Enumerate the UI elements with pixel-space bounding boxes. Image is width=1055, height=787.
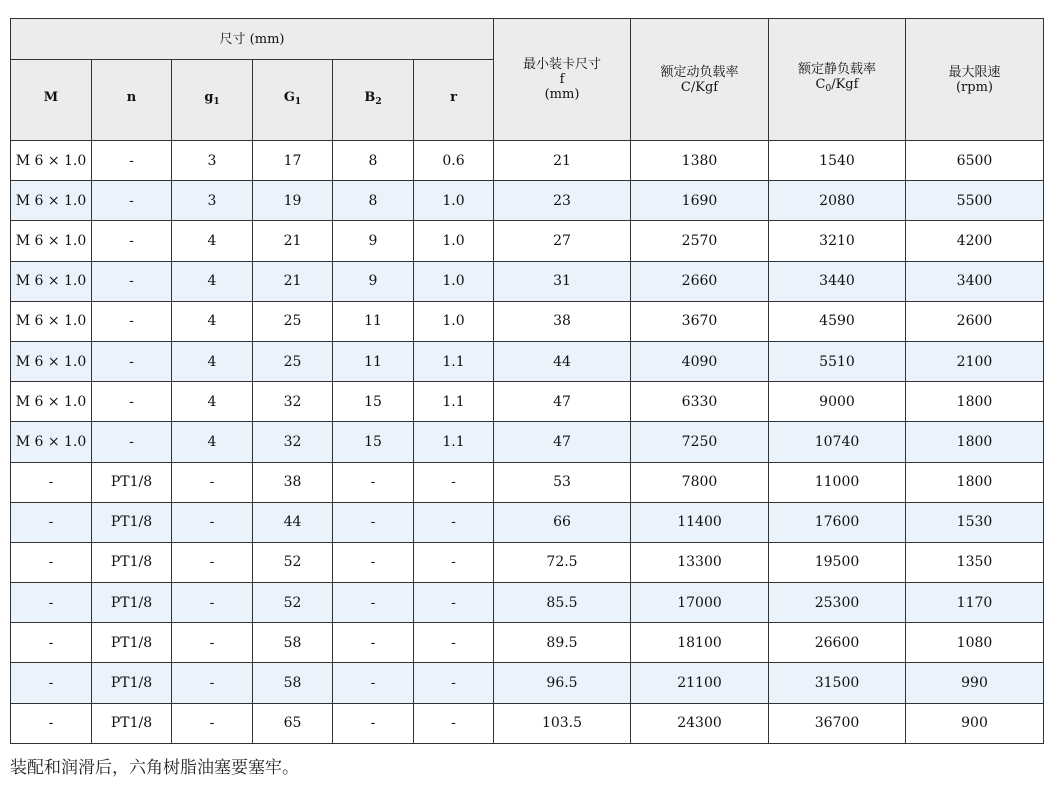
table-row <box>11 502 1044 542</box>
table-cell: 21 <box>494 141 631 181</box>
table-cell: 1.0 <box>414 261 494 301</box>
table-cell: 5510 <box>769 341 906 381</box>
table-cell: 2600 <box>906 301 1044 341</box>
table-cell: 72.5 <box>494 542 631 582</box>
table-cell: 4 <box>172 422 253 462</box>
table-cell: - <box>172 542 253 582</box>
col-B2-header: $B_2$ <box>333 60 414 141</box>
table-cell: 11400 <box>631 502 769 542</box>
table-cell: 89.5 <box>494 623 631 663</box>
table-cell: - <box>172 663 253 703</box>
table-cell: - <box>333 583 414 623</box>
table-cell: - <box>172 502 253 542</box>
table-cell: 58 <box>253 623 333 663</box>
table-cell: 4 <box>172 341 253 381</box>
table-row <box>11 341 1044 381</box>
table-cell: 15 <box>333 422 414 462</box>
table-row <box>11 221 1044 261</box>
table-cell: 11 <box>333 341 414 381</box>
table-cell: 8 <box>333 141 414 181</box>
table-cell: 2100 <box>906 341 1044 381</box>
table-cell: - <box>172 462 253 502</box>
table-cell: 6330 <box>631 382 769 422</box>
max-speed-header: 最大限速 (rpm) <box>906 19 1044 141</box>
table-cell: 6500 <box>906 141 1044 181</box>
table-cell: - <box>92 221 172 261</box>
col-r-header: r <box>414 60 494 141</box>
dimension-group-header: 尺寸 (mm) <box>11 19 494 60</box>
table-row <box>11 141 1044 181</box>
table-cell: 27 <box>494 221 631 261</box>
table-cell: 1.0 <box>414 181 494 221</box>
table-cell: 1380 <box>631 141 769 181</box>
table-cell: 1800 <box>906 462 1044 502</box>
table-cell: 19 <box>253 181 333 221</box>
table-cell: 1350 <box>906 542 1044 582</box>
table-cell: - <box>172 703 253 743</box>
table-cell: 1530 <box>906 502 1044 542</box>
table-row <box>11 663 1044 703</box>
table-cell: - <box>333 542 414 582</box>
table-cell: M 6 × 1.0 <box>11 341 92 381</box>
col-G1-header: $G_1$ <box>253 60 333 141</box>
table-cell: - <box>11 623 92 663</box>
table-cell: 13300 <box>631 542 769 582</box>
table-cell: 21100 <box>631 663 769 703</box>
table-cell: 2660 <box>631 261 769 301</box>
table-cell: - <box>333 703 414 743</box>
table-cell: - <box>333 462 414 502</box>
table-cell: 52 <box>253 542 333 582</box>
table-cell: 3440 <box>769 261 906 301</box>
table-row <box>11 181 1044 221</box>
table-cell: 38 <box>494 301 631 341</box>
table-cell: 11 <box>333 301 414 341</box>
table-cell: 66 <box>494 502 631 542</box>
table-cell: 19500 <box>769 542 906 582</box>
table-cell: 8 <box>333 181 414 221</box>
table-cell: 21 <box>253 261 333 301</box>
table-cell: 4090 <box>631 341 769 381</box>
footnote: 装配和润滑后，六角树脂油塞要塞牢。 <box>10 758 299 778</box>
table-cell: M 6 × 1.0 <box>11 422 92 462</box>
static-load-header: 额定静负载率 $C_0$/Kgf <box>769 19 906 141</box>
table-cell: 26600 <box>769 623 906 663</box>
table-cell: 18100 <box>631 623 769 663</box>
table-cell: 65 <box>253 703 333 743</box>
table-cell: 31 <box>494 261 631 301</box>
table-cell: 17600 <box>769 502 906 542</box>
table-cell: - <box>11 462 92 502</box>
table-cell: 23 <box>494 181 631 221</box>
table-cell: 44 <box>494 341 631 381</box>
table-cell: 15 <box>333 382 414 422</box>
table-row <box>11 301 1044 341</box>
table-cell: - <box>92 301 172 341</box>
table-cell: 1540 <box>769 141 906 181</box>
table-cell: - <box>414 502 494 542</box>
table-cell: 900 <box>906 703 1044 743</box>
table-cell: 96.5 <box>494 663 631 703</box>
table-cell: 1800 <box>906 382 1044 422</box>
table-cell: - <box>172 583 253 623</box>
table-cell: 47 <box>494 422 631 462</box>
table-cell: 3670 <box>631 301 769 341</box>
table-cell: 85.5 <box>494 583 631 623</box>
table-cell: 32 <box>253 382 333 422</box>
table-cell: 1.0 <box>414 221 494 261</box>
table-cell: PT1/8 <box>92 462 172 502</box>
table-cell: PT1/8 <box>92 663 172 703</box>
table-cell: M 6 × 1.0 <box>11 261 92 301</box>
table-cell: PT1/8 <box>92 583 172 623</box>
table-cell: - <box>11 663 92 703</box>
table-cell: 3400 <box>906 261 1044 301</box>
table-cell: - <box>11 502 92 542</box>
table-cell: 1.1 <box>414 382 494 422</box>
table-cell: - <box>92 181 172 221</box>
table-cell: - <box>92 341 172 381</box>
table-cell: 21 <box>253 221 333 261</box>
table-cell: - <box>11 703 92 743</box>
table-cell: 990 <box>906 663 1044 703</box>
table-cell: 9 <box>333 221 414 261</box>
table-row <box>11 422 1044 462</box>
dynamic-load-header: 额定动负载率 C/Kgf <box>631 19 769 141</box>
table-cell: 2570 <box>631 221 769 261</box>
table-cell: 4 <box>172 382 253 422</box>
table-cell: 9000 <box>769 382 906 422</box>
table-cell: 17 <box>253 141 333 181</box>
table-cell: 31500 <box>769 663 906 703</box>
table-cell: 4 <box>172 301 253 341</box>
table-cell: 4 <box>172 261 253 301</box>
col-m-header: M <box>11 60 92 141</box>
table-cell: 25300 <box>769 583 906 623</box>
table-cell: 44 <box>253 502 333 542</box>
table-cell: 47 <box>494 382 631 422</box>
table-cell: 3 <box>172 141 253 181</box>
table-cell: - <box>333 663 414 703</box>
table-row <box>11 623 1044 663</box>
table-cell: 11000 <box>769 462 906 502</box>
table-cell: 10740 <box>769 422 906 462</box>
col-g1-header: $g_1$ <box>172 60 253 141</box>
table-cell: 36700 <box>769 703 906 743</box>
table-cell: 53 <box>494 462 631 502</box>
table-cell: 1170 <box>906 583 1044 623</box>
table-cell: 1800 <box>906 422 1044 462</box>
table-cell: 58 <box>253 663 333 703</box>
table-cell: - <box>11 583 92 623</box>
table-cell: 32 <box>253 422 333 462</box>
table-cell: 9 <box>333 261 414 301</box>
table-row <box>11 583 1044 623</box>
table-cell: 4200 <box>906 221 1044 261</box>
table-cell: 1.1 <box>414 341 494 381</box>
table-cell: M 6 × 1.0 <box>11 221 92 261</box>
table-cell: 17000 <box>631 583 769 623</box>
table-cell: - <box>414 462 494 502</box>
table-cell: 25 <box>253 341 333 381</box>
table-cell: - <box>172 623 253 663</box>
table-cell: - <box>414 583 494 623</box>
table-cell: M 6 × 1.0 <box>11 141 92 181</box>
table-cell: 1.0 <box>414 301 494 341</box>
table-cell: 2080 <box>769 181 906 221</box>
table-cell: 103.5 <box>494 703 631 743</box>
table-cell: PT1/8 <box>92 542 172 582</box>
table-cell: - <box>414 663 494 703</box>
table-cell: 24300 <box>631 703 769 743</box>
table-cell: 1080 <box>906 623 1044 663</box>
min-clamp-header: 最小装卡尺寸 f (mm) <box>494 19 631 141</box>
table-cell: M 6 × 1.0 <box>11 382 92 422</box>
table-row <box>11 542 1044 582</box>
table-cell: 5500 <box>906 181 1044 221</box>
table-cell: 1690 <box>631 181 769 221</box>
table-cell: - <box>92 382 172 422</box>
table-cell: 25 <box>253 301 333 341</box>
table-cell: 38 <box>253 462 333 502</box>
table-cell: - <box>92 422 172 462</box>
table-row <box>11 462 1044 502</box>
table-cell: PT1/8 <box>92 623 172 663</box>
table-cell: - <box>414 623 494 663</box>
table-body <box>11 141 1044 744</box>
table-cell: - <box>92 261 172 301</box>
table-cell: 7250 <box>631 422 769 462</box>
table-row <box>11 703 1044 743</box>
table-cell: M 6 × 1.0 <box>11 301 92 341</box>
table-cell: 7800 <box>631 462 769 502</box>
table-cell: 4590 <box>769 301 906 341</box>
table-cell: - <box>92 141 172 181</box>
table-cell: 0.6 <box>414 141 494 181</box>
table-cell: 4 <box>172 221 253 261</box>
table-row <box>11 382 1044 422</box>
table-cell: 3210 <box>769 221 906 261</box>
table-cell: - <box>11 542 92 582</box>
table-cell: - <box>414 542 494 582</box>
table-cell: PT1/8 <box>92 703 172 743</box>
table-cell: PT1/8 <box>92 502 172 542</box>
table-cell: M 6 × 1.0 <box>11 181 92 221</box>
table-cell: 52 <box>253 583 333 623</box>
col-n-header: n <box>92 60 172 141</box>
table-row <box>11 261 1044 301</box>
table-cell: - <box>333 623 414 663</box>
spec-table <box>10 18 1044 744</box>
table-cell: 1.1 <box>414 422 494 462</box>
table-cell: - <box>333 502 414 542</box>
table-cell: 3 <box>172 181 253 221</box>
table-cell: - <box>414 703 494 743</box>
